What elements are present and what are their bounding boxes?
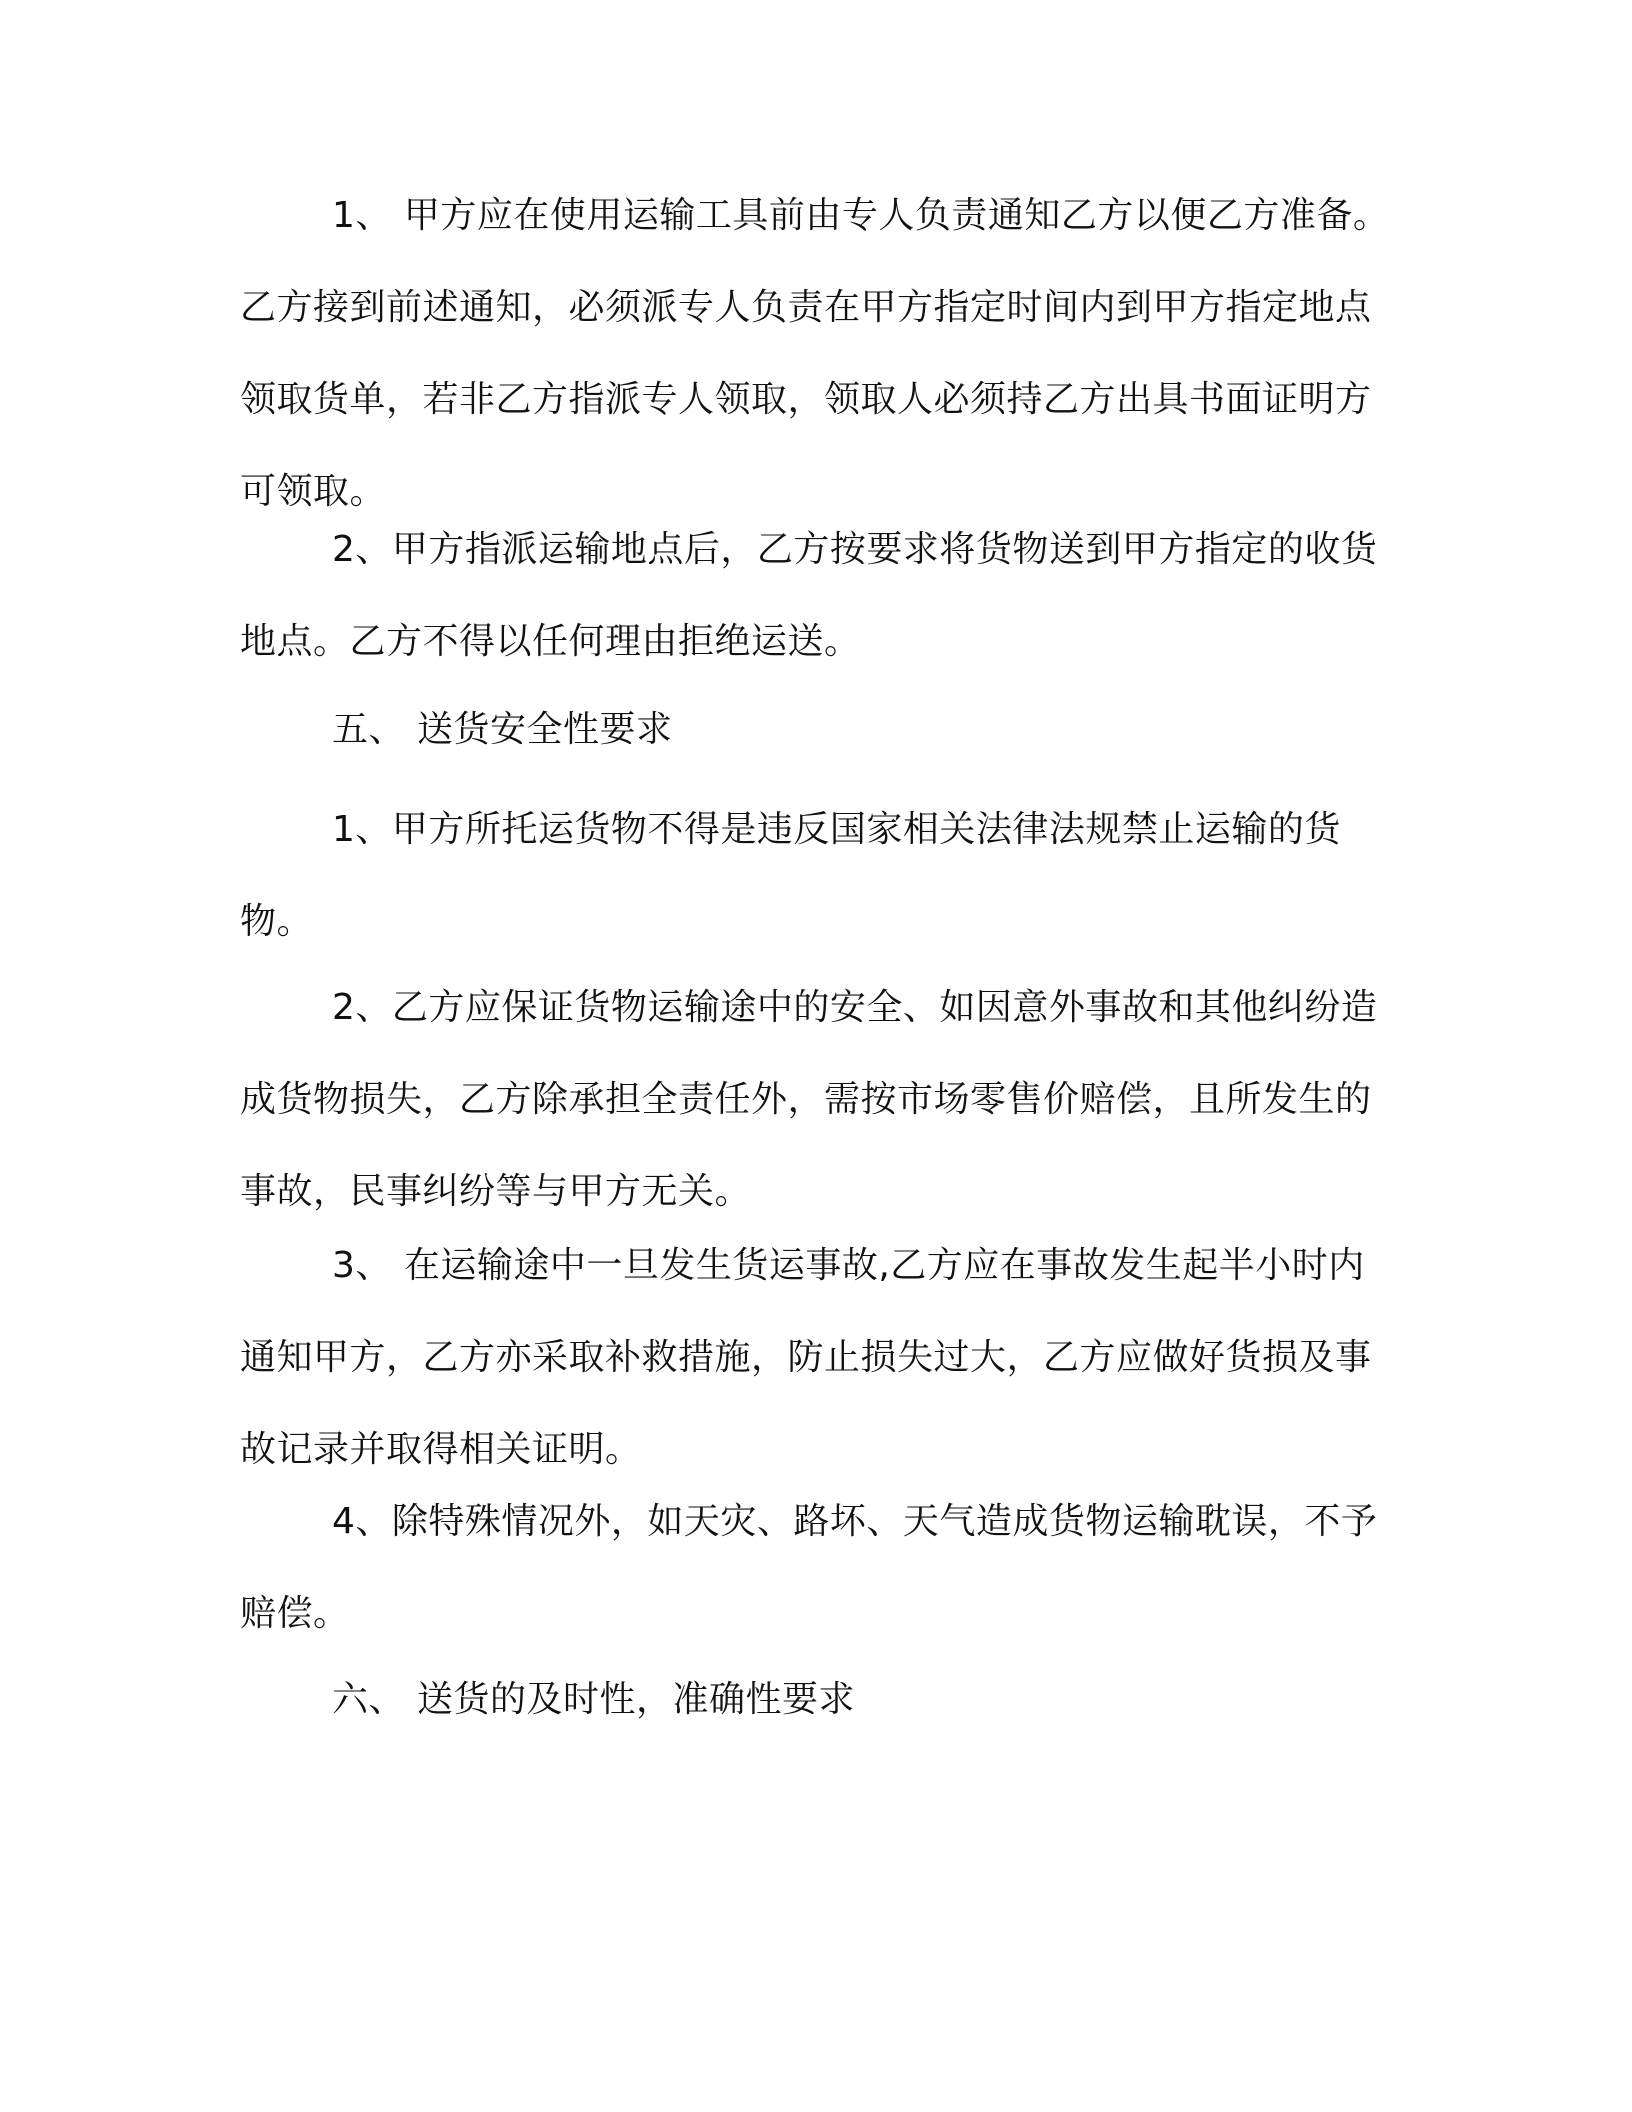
section-heading-6: 六、 送货的及时性，准确性要求 [332,1679,855,1720]
paragraph-4: 2、乙方应保证货物运输途中的安全、如因意外事故和其他纠纷造成货物损失，乙方除承担全责任外，需按市场零售价赔偿，且所发生的事故，民事纠纷等与甲方无关。 [240,987,1378,1212]
paragraph-5: 3、 在运输途中一旦发生货运事故,乙方应在事故发生起半小时内通知甲方，乙方亦采取补救措施，防止损失过大，乙方应做好货损及事故记录并取得相关证明。 [240,1245,1372,1470]
paragraph-3: 1、甲方所托运货物不得是违反国家相关法律法规禁止运输的货物。 [240,809,1341,942]
paragraph-1: 1、 甲方应在使用运输工具前由专人负责通知乙方以便乙方准备。乙方接到前述通知，必须派专人负责在甲方指定时间内到甲方指定地点领取货单，若非乙方指派专人领取，领取人必须持乙方出具书面证明方可领取。 [240,195,1390,512]
paragraph-2: 2、甲方指派运输地点后，乙方按要求将货物送到甲方指定的收货地点。乙方不得以任何理由拒绝运送。 [240,529,1378,662]
section-heading-5: 五、 送货安全性要求 [332,709,673,750]
paragraph-6: 4、除特殊情况外，如天灾、路坏、天气造成货物运输耽误，不予赔偿。 [240,1501,1378,1634]
